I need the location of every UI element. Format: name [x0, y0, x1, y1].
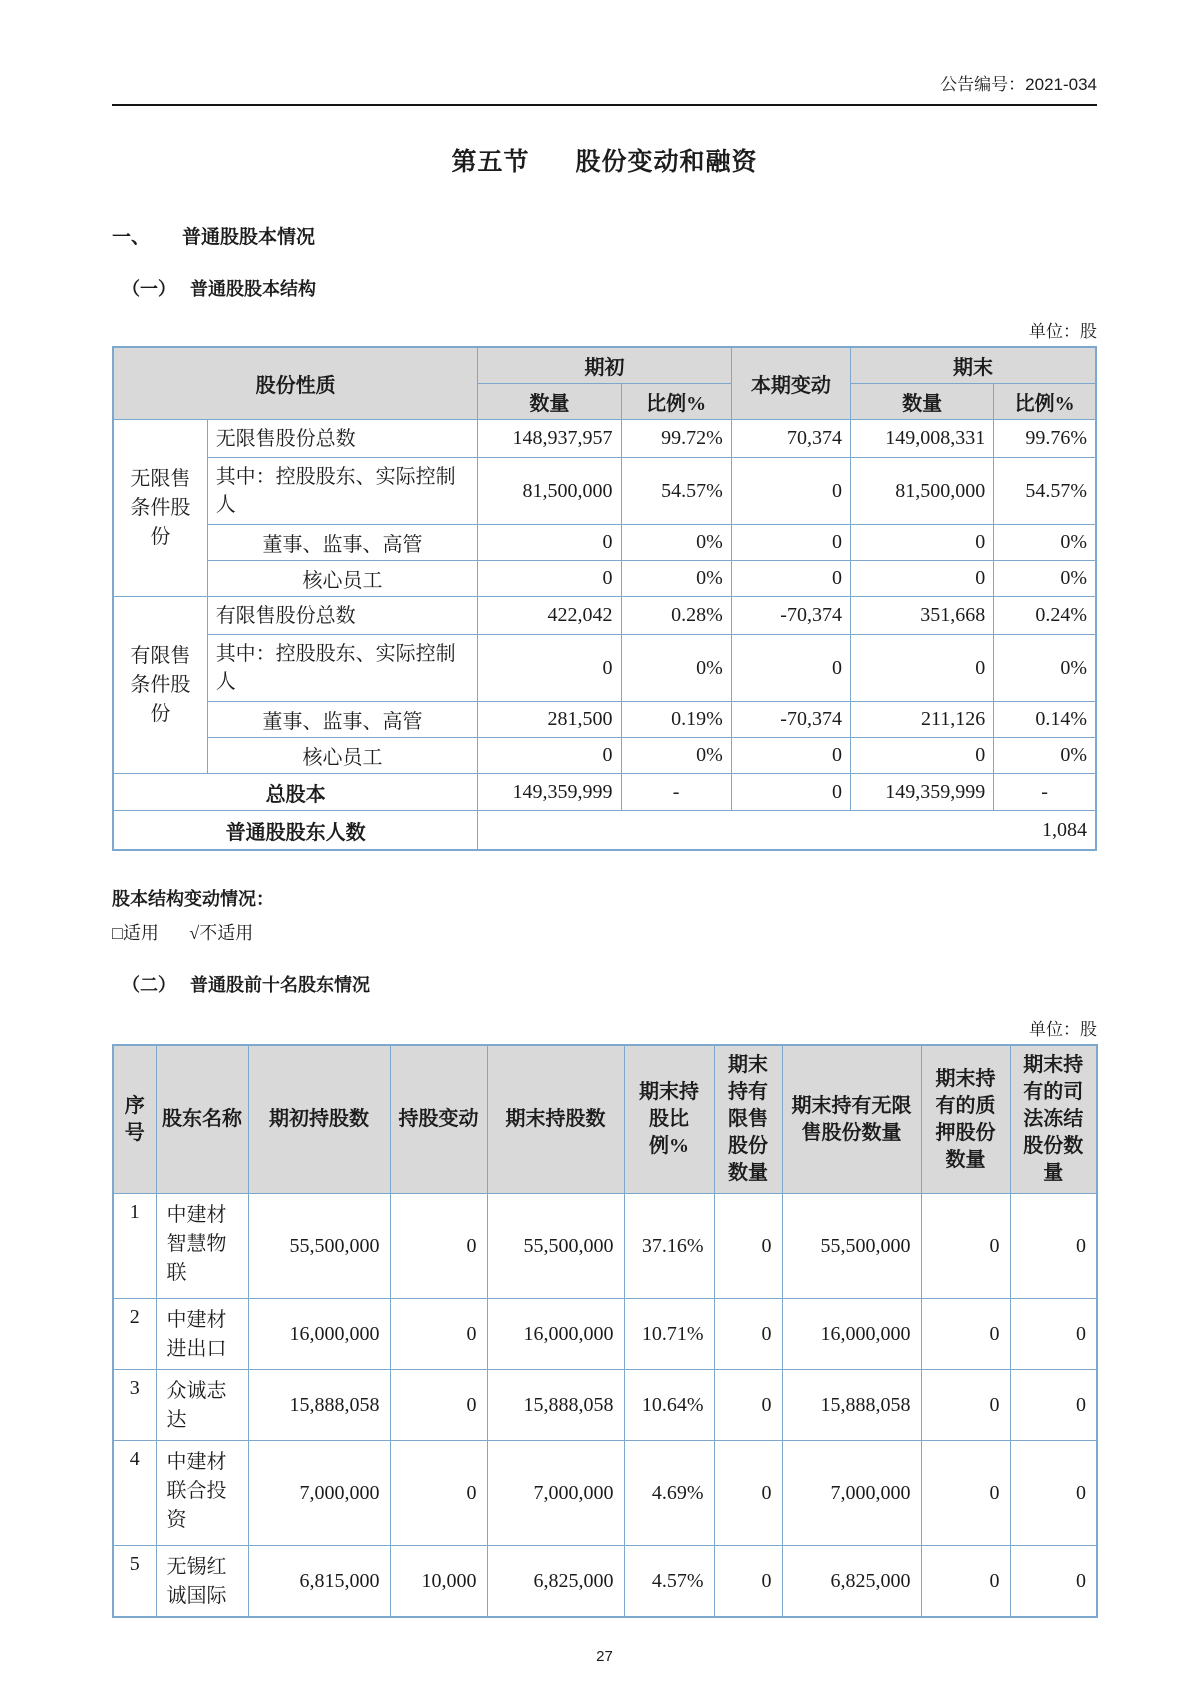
cell: 0: [478, 525, 621, 561]
row-label: 核心员工: [207, 561, 478, 597]
cell: 7,000,000: [487, 1441, 624, 1546]
cell: 0: [731, 738, 850, 774]
cell: 4.57%: [624, 1546, 714, 1618]
cell: 211,126: [850, 702, 993, 738]
page-title-section: 第五节: [451, 148, 530, 176]
column-header-qty: 数量: [850, 384, 993, 420]
row-label: 其中：控股股东、实际控制人: [207, 458, 478, 525]
cell-shareholder-name: 中建材联合投资: [156, 1441, 248, 1546]
cell: 0: [478, 738, 621, 774]
share-structure-table: [112, 346, 1097, 851]
table-row: [113, 420, 1096, 458]
cell: 281,500: [478, 702, 621, 738]
cell: 7,000,000: [248, 1441, 390, 1546]
cell: 6,825,000: [782, 1546, 921, 1618]
cell-index: 4: [113, 1441, 156, 1546]
cell: -70,374: [731, 597, 850, 635]
cell: 0: [921, 1194, 1010, 1299]
column-header-pct: 比例%: [621, 384, 731, 420]
cell: 0%: [621, 738, 731, 774]
column-header-change: 本期变动: [731, 347, 850, 420]
cell: 0: [390, 1194, 487, 1299]
section-number: 一、: [112, 227, 151, 248]
section-heading-1-1: [112, 275, 1097, 301]
row-label-total: 总股本: [113, 774, 478, 811]
top-shareholders-table: [112, 1044, 1098, 1618]
table-row-total: [113, 774, 1096, 811]
cell: 0: [714, 1299, 782, 1370]
section-heading-1: [112, 222, 1097, 249]
column-header-frozen-shares: 期末持有的司法冻结股份数量: [1010, 1045, 1097, 1194]
table-row: [113, 1546, 1097, 1618]
cell: 99.76%: [994, 420, 1096, 458]
cell: 0: [478, 635, 621, 702]
cell: 7,000,000: [782, 1441, 921, 1546]
page-number: 27: [596, 1648, 613, 1665]
cell: 0%: [994, 738, 1096, 774]
cell: 0: [921, 1370, 1010, 1441]
column-header-beginning: 期初: [478, 347, 732, 384]
cell: 10,000: [390, 1546, 487, 1618]
cell: 16,000,000: [782, 1299, 921, 1370]
column-header-end-shares: 期末持股数: [487, 1045, 624, 1194]
column-header-restricted-shares: 期末持有限售股份数量: [714, 1045, 782, 1194]
cell: 0: [731, 561, 850, 597]
table-row: [113, 597, 1096, 635]
table-row: [113, 702, 1096, 738]
row-label: 董事、监事、高管: [207, 525, 478, 561]
cell: 0: [731, 525, 850, 561]
cell-index: 2: [113, 1299, 156, 1370]
cell: 0: [714, 1370, 782, 1441]
column-header-index: 序号: [113, 1045, 156, 1194]
row-label: 其中：控股股东、实际控制人: [207, 635, 478, 702]
cell: 422,042: [478, 597, 621, 635]
column-header-shareholder: 股东名称: [156, 1045, 248, 1194]
cell: 149,359,999: [850, 774, 993, 811]
cell: 0: [1010, 1299, 1097, 1370]
cell: 70,374: [731, 420, 850, 458]
cell: 0%: [994, 635, 1096, 702]
column-header-change: 持股变动: [390, 1045, 487, 1194]
cell-index: 1: [113, 1194, 156, 1299]
section-heading-1-2: [112, 971, 1097, 997]
cell: 0: [1010, 1194, 1097, 1299]
column-header-ending: 期末: [850, 347, 1096, 384]
row-label: 有限售股份总数: [207, 597, 478, 635]
column-header-nature: 股份性质: [113, 347, 478, 420]
row-label: 无限售股份总数: [207, 420, 478, 458]
cell: 0%: [994, 561, 1096, 597]
cell: 0: [1010, 1370, 1097, 1441]
cell: 10.71%: [624, 1299, 714, 1370]
group-label-unrestricted: 无限售条件股份: [113, 420, 207, 597]
section-title: 普通股股本结构: [190, 279, 316, 299]
holders-count-value: 1,084: [478, 811, 1096, 851]
row-label-holders: 普通股股东人数: [113, 811, 478, 851]
cell: -70,374: [731, 702, 850, 738]
cell: 149,359,999: [478, 774, 621, 811]
section-number: （二）: [122, 975, 176, 995]
table-row: [113, 1441, 1097, 1546]
unit-label: 单位：股: [1029, 322, 1097, 341]
unit-label: 单位：股: [1029, 1020, 1097, 1039]
cell: 55,500,000: [248, 1194, 390, 1299]
cell: 15,888,058: [487, 1370, 624, 1441]
table-row: [113, 561, 1096, 597]
cell: 0: [478, 561, 621, 597]
cell: -: [994, 774, 1096, 811]
column-header-pledged-shares: 期末持有的质押股份数量: [921, 1045, 1010, 1194]
cell: 0: [921, 1546, 1010, 1618]
cell: 0%: [994, 525, 1096, 561]
cell: 0: [1010, 1441, 1097, 1546]
page-title: [112, 142, 1097, 178]
row-label: 核心员工: [207, 738, 478, 774]
cell-index: 3: [113, 1370, 156, 1441]
cell: 0: [850, 525, 993, 561]
capital-change-note-title: 股本结构变动情况：: [112, 889, 274, 909]
cell: 54.57%: [621, 458, 731, 525]
cell: 99.72%: [621, 420, 731, 458]
cell: 0: [731, 458, 850, 525]
cell: 10.64%: [624, 1370, 714, 1441]
cell: 0: [390, 1441, 487, 1546]
cell: 6,815,000: [248, 1546, 390, 1618]
cell: 148,937,957: [478, 420, 621, 458]
cell: 0.28%: [621, 597, 731, 635]
cell: 0: [850, 561, 993, 597]
cell: 16,000,000: [248, 1299, 390, 1370]
cell: 0: [390, 1299, 487, 1370]
table-row: [113, 1299, 1097, 1370]
cell: 15,888,058: [782, 1370, 921, 1441]
cell-shareholder-name: 无锡红诚国际: [156, 1546, 248, 1618]
cell: 0: [850, 635, 993, 702]
cell: 0: [850, 738, 993, 774]
cell-shareholder-name: 众诚志达: [156, 1370, 248, 1441]
applicability-options: [112, 919, 1097, 945]
cell: 81,500,000: [478, 458, 621, 525]
page-title-text: 股份变动和融资: [575, 148, 758, 176]
cell: 0%: [621, 561, 731, 597]
column-header-end-ratio: 期末持股比例%: [624, 1045, 714, 1194]
group-label-restricted: 有限售条件股份: [113, 597, 207, 774]
cell: 15,888,058: [248, 1370, 390, 1441]
cell: 0: [714, 1441, 782, 1546]
cell: -: [621, 774, 731, 811]
row-label: 董事、监事、高管: [207, 702, 478, 738]
cell-shareholder-name: 中建材智慧物联: [156, 1194, 248, 1299]
cell: 0.24%: [994, 597, 1096, 635]
cell: 55,500,000: [487, 1194, 624, 1299]
table-row: [113, 738, 1096, 774]
cell: 81,500,000: [850, 458, 993, 525]
cell: 0: [731, 774, 850, 811]
cell: 0: [731, 635, 850, 702]
cell: 37.16%: [624, 1194, 714, 1299]
cell: 55,500,000: [782, 1194, 921, 1299]
cell: 0: [921, 1441, 1010, 1546]
column-header-pct: 比例%: [994, 384, 1096, 420]
checkbox-not-applicable: √不适用: [189, 923, 254, 943]
table-row: [113, 525, 1096, 561]
section-title: 普通股前十名股东情况: [190, 975, 370, 995]
checkbox-applicable: □适用: [112, 923, 159, 943]
table-header-row: [113, 1045, 1097, 1194]
column-header-qty: 数量: [478, 384, 621, 420]
cell: 0: [714, 1194, 782, 1299]
section-title: 普通股股本情况: [182, 227, 316, 248]
cell: 0%: [621, 635, 731, 702]
table-row: [113, 1194, 1097, 1299]
table-row-holders-count: [113, 811, 1096, 851]
cell-shareholder-name: 中建材进出口: [156, 1299, 248, 1370]
cell-index: 5: [113, 1546, 156, 1618]
cell: 0: [921, 1299, 1010, 1370]
cell: 351,668: [850, 597, 993, 635]
column-header-begin-shares: 期初持股数: [248, 1045, 390, 1194]
column-header-unrestricted-shares: 期末持有无限售股份数量: [782, 1045, 921, 1194]
cell: 0: [390, 1370, 487, 1441]
cell: 6,825,000: [487, 1546, 624, 1618]
cell: 0.19%: [621, 702, 731, 738]
cell: 0.14%: [994, 702, 1096, 738]
cell: 16,000,000: [487, 1299, 624, 1370]
cell: 54.57%: [994, 458, 1096, 525]
table-header-row: [113, 347, 1096, 384]
table-row: [113, 458, 1096, 525]
cell: 0: [1010, 1546, 1097, 1618]
section-number: （一）: [122, 279, 176, 299]
table-row: [113, 635, 1096, 702]
cell: 4.69%: [624, 1441, 714, 1546]
cell: 149,008,331: [850, 420, 993, 458]
announcement-number: 公告编号：2021-034: [112, 70, 1097, 106]
table-row: [113, 1370, 1097, 1441]
cell: 0%: [621, 525, 731, 561]
cell: 0: [714, 1546, 782, 1618]
